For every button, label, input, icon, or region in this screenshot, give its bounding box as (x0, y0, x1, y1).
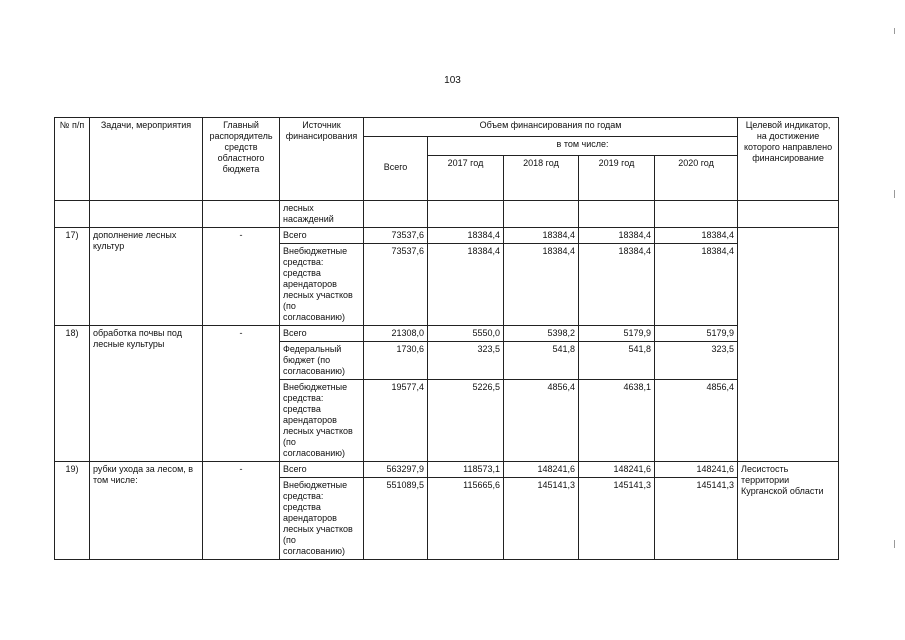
item-distributor: - (203, 326, 280, 462)
row-2018: 18384,4 (504, 244, 579, 326)
header-2018: 2018 год (504, 156, 579, 201)
cell-empty (428, 201, 504, 228)
row-2018: 4856,4 (504, 380, 579, 462)
page-number: 103 (444, 75, 461, 86)
header-2019: 2019 год (579, 156, 655, 201)
table-row (55, 462, 839, 478)
row-2017: 118573,1 (428, 462, 504, 478)
cell-empty (738, 201, 839, 228)
row-total: 21308,0 (364, 326, 428, 342)
row-2020: 18384,4 (655, 228, 738, 244)
row-2020: 18384,4 (655, 244, 738, 326)
row-total: 73537,6 (364, 244, 428, 326)
row-source: Всего (280, 462, 364, 478)
row-2019: 541,8 (579, 342, 655, 380)
row-2020: 4856,4 (655, 380, 738, 462)
cell-empty (504, 201, 579, 228)
header-source: Источник финансирования (280, 118, 364, 201)
row-2020: 148241,6 (655, 462, 738, 478)
table-row (55, 201, 839, 228)
header-2020: 2020 год (655, 156, 738, 201)
row-2018: 18384,4 (504, 228, 579, 244)
item-indicator: Лесистость территории Курганской области (738, 462, 839, 560)
table-row (55, 326, 839, 342)
cell-empty (655, 201, 738, 228)
scan-edge-mark (894, 190, 895, 198)
row-2020: 5179,9 (655, 326, 738, 342)
row-2020: 323,5 (655, 342, 738, 380)
header-tasks: Задачи, мероприятия (90, 118, 203, 201)
cell-empty (364, 201, 428, 228)
header-distributor: Главный распорядитель средств областного бюджета (203, 118, 280, 201)
header-including: в том числе: (428, 137, 738, 156)
cell-empty (579, 201, 655, 228)
header-volume: Объем финансирования по годам (364, 118, 738, 137)
row-2017: 5550,0 (428, 326, 504, 342)
row-2019: 145141,3 (579, 478, 655, 560)
header-indicator: Целевой индикатор, на достижение которого направлено финансирование (738, 118, 839, 201)
row-2017: 18384,4 (428, 228, 504, 244)
row-total: 551089,5 (364, 478, 428, 560)
cell-empty (55, 201, 90, 228)
row-2019: 18384,4 (579, 244, 655, 326)
row-2017: 5226,5 (428, 380, 504, 462)
row-2017: 18384,4 (428, 244, 504, 326)
row-source: Всего (280, 326, 364, 342)
row-2018: 145141,3 (504, 478, 579, 560)
row-source: Всего (280, 228, 364, 244)
row-total: 1730,6 (364, 342, 428, 380)
financing-table (54, 117, 839, 560)
row-source: Внебюджетные средства: средства арендаторов лесных участков (по согласованию) (280, 478, 364, 560)
header-row (55, 118, 839, 137)
row-total: 19577,4 (364, 380, 428, 462)
row-source: Внебюджетные средства: средства арендаторов лесных участков (по согласованию) (280, 244, 364, 326)
item-num: 17) (55, 228, 90, 326)
header-total: Всего (364, 137, 428, 201)
row-2019: 5179,9 (579, 326, 655, 342)
row-2020: 145141,3 (655, 478, 738, 560)
row-2017: 323,5 (428, 342, 504, 380)
table-row (55, 228, 839, 244)
row-2018: 541,8 (504, 342, 579, 380)
scan-edge-mark (894, 540, 895, 548)
cell-empty (203, 201, 280, 228)
row-2019: 148241,6 (579, 462, 655, 478)
row-source: Федеральный бюджет (по согласованию) (280, 342, 364, 380)
item-num: 19) (55, 462, 90, 560)
item-distributor: - (203, 462, 280, 560)
row-2017: 115665,6 (428, 478, 504, 560)
item-distributor: - (203, 228, 280, 326)
row-2018: 148241,6 (504, 462, 579, 478)
row-2019: 18384,4 (579, 228, 655, 244)
header-2017: 2017 год (428, 156, 504, 201)
item-num: 18) (55, 326, 90, 462)
row-total: 73537,6 (364, 228, 428, 244)
row-source: Внебюджетные средства: средства арендаторов лесных участков (по согласованию) (280, 380, 364, 462)
item-task: рубки ухода за лесом, в том числе: (90, 462, 203, 560)
continuation-source: лесных насаждений (280, 201, 364, 228)
row-total: 563297,9 (364, 462, 428, 478)
cell-empty (90, 201, 203, 228)
item-task: обработка почвы под лесные культуры (90, 326, 203, 462)
scan-edge-mark (894, 28, 895, 34)
row-2019: 4638,1 (579, 380, 655, 462)
row-2018: 5398,2 (504, 326, 579, 342)
item-indicator (738, 228, 839, 462)
header-num: № п/п (55, 118, 90, 201)
item-task: дополнение лесных культур (90, 228, 203, 326)
